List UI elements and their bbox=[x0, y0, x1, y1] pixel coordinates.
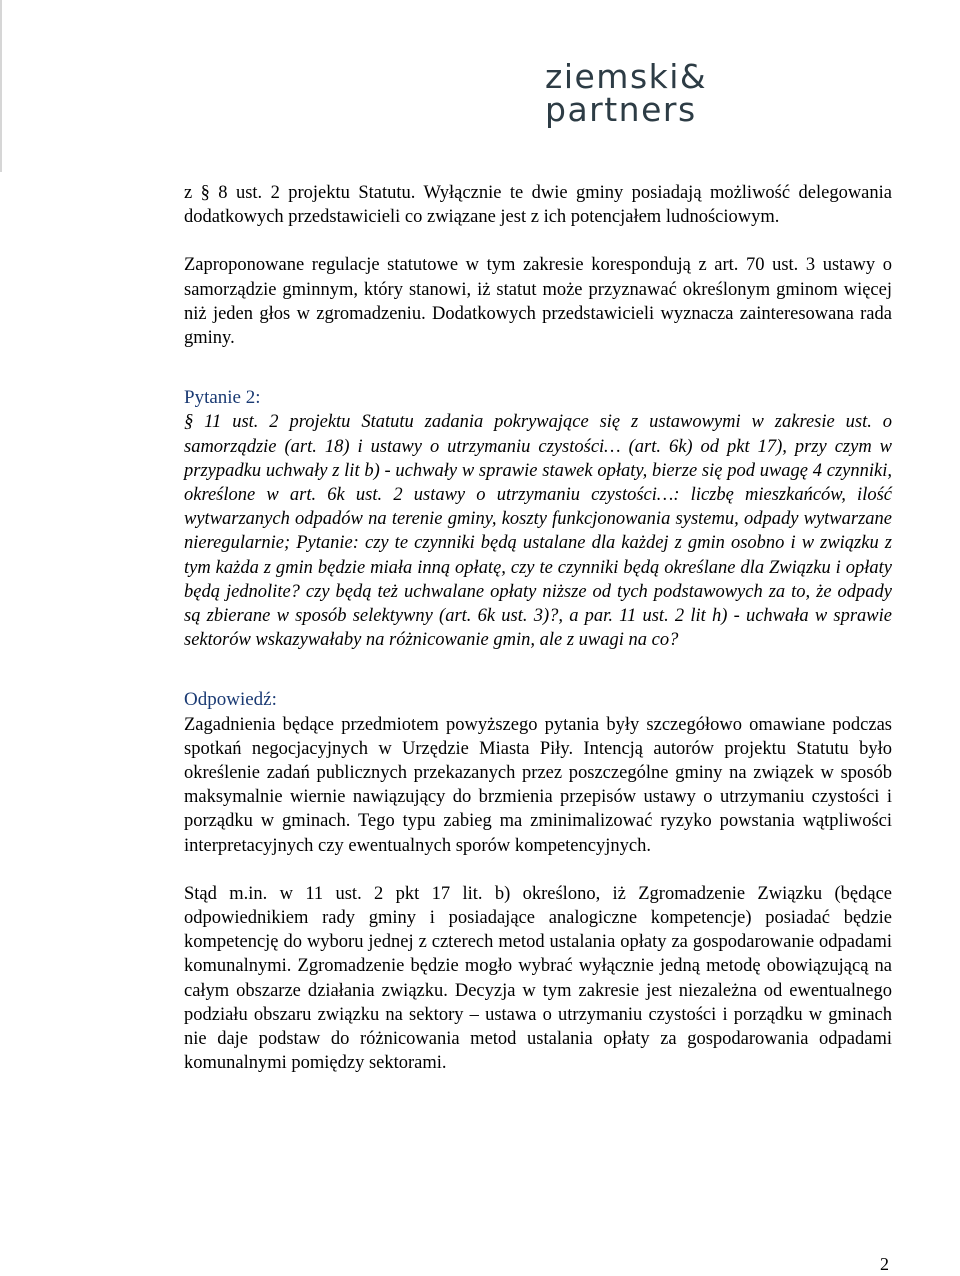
answer-text: Zagadnienia będące przedmiotem powyższego pytania były szczegółowo omawiane podczas spotkań negocjacyjnych w Urzędzie Miasta Piły. Intencją autorów projektu Statutu było określenie zadań publicznych przekazanych przez poszczególne gminy na związek w sposób maksymalnie wiernie nawiązujący do brzmienia przepisów ustawy o utrzymaniu czystości i porządku w gminach. Tego typu zabieg ma zminimalizować ryzyko powstania wątpliwości interpretacyjnych czy ewentualnych sporów kompetencyjnych. bbox=[184, 714, 892, 856]
paragraph-final: Stąd m.in. w 11 ust. 2 pkt 17 lit. b) określono, iż Zgromadzenie Związku (będące odpowiednikiem rady gminy i posiadające analogiczne kompetencje) posiadać będzie kompetencję do wyboru jednej z czterech metod ustalania opłaty za gospodarowanie odpadami komunalnymi. Zgromadzenie będzie mogło wybrać wyłącznie jedną metodę obowiązującą na całym obszarze działania związku. Decyzja w tym zakresie jest niezależna od ewentualnego podziału obszaru związku na sektory – ustawa o utrzymaniu czystości i porządku w gminach nie daje podstaw do różnicowania metod ustalania opłaty za gospodarowania odpadami komunalnymi pomiędzy sektorami. bbox=[184, 883, 892, 1074]
paragraph-1: z § 8 ust. 2 projektu Statutu. Wyłącznie te dwie gminy posiadają możliwość delegowania dodatkowych przedstawicieli co związane jest z ich potencjałem ludnościowym. bbox=[184, 183, 892, 228]
logo-line-2: partners bbox=[545, 90, 697, 129]
document-body bbox=[184, 181, 892, 1076]
question-text: § 11 ust. 2 projektu Statutu zadania pokrywające się z ustawowymi w zakresie ust. o samorządzie (art. 18) i ustawy o utrzymaniu czystości… (art. 6k) od pkt 17), przy czym w przypadku uchwały z lit b) - uchwały w sprawie stawek opłaty, bierze się pod uwagę 4 czynniki, określone w art. 6k ust. 2 ustawy o utrzymaniu czystości…: liczbę mieszkańców, ilość wytwarzanych odpadów na terenie gminy, koszty funkcjonowania systemu, odpady wytwarzane nieregularnie; Pytanie: czy te czynniki będą ustalane dla każdej z gmin osobno i w związku z tym każda z gmin będzie miała inną opłatę, czy te czynniki będą określane dla Związku i opłaty będą jednolite? czy będą też uchwalane opłaty niższe od tych podstawowych za to, że odpady są zbierane w sposób selektywny (art. 6k ust. 3)?, a par. 11 ust. 2 lit h) - uchwała w sprawie sektorów wskazywałaby na różnicowanie gmin, ale z uwagi na co? bbox=[184, 412, 892, 651]
logo-line-1: ziemski& bbox=[545, 57, 708, 96]
question-heading: Pytanie 2: bbox=[184, 387, 261, 409]
header-divider bbox=[0, 0, 2, 172]
answer-heading: Odpowiedź: bbox=[184, 689, 277, 711]
company-logo bbox=[545, 57, 708, 129]
paragraph-2: Zaproponowane regulacje statutowe w tym zakresie korespondują z art. 70 ust. 3 ustawy o samorządzie gminnym, który stanowi, iż statut może przyznawać określonym gminom więcej niż jeden głos w zgromadzeniu. Dodatkowych przedstawicieli wyznacza zainteresowana rada gminy. bbox=[184, 255, 892, 349]
page-number: 2 bbox=[880, 1254, 889, 1274]
